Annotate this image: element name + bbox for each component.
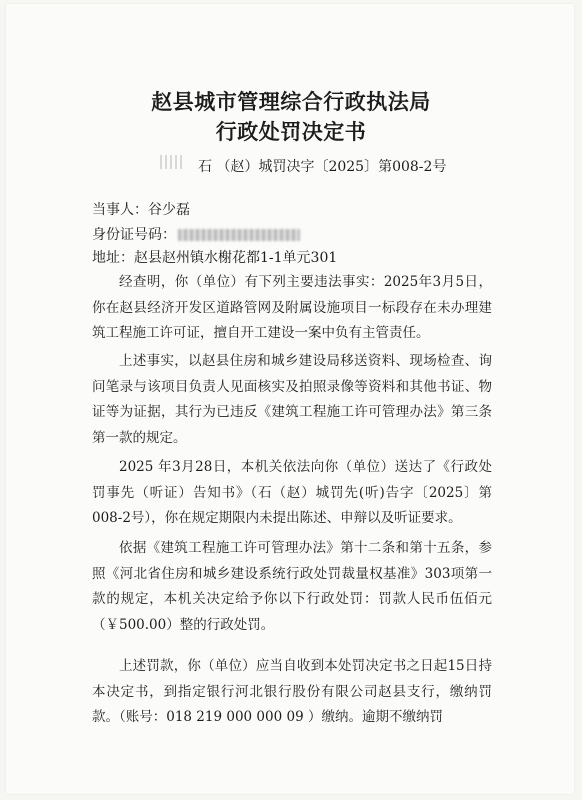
party-address: 地址：赵县赵州镇水榭花都1-1单元301: [92, 250, 338, 266]
id-number-label: 身份证号码：: [92, 227, 176, 243]
agency-title: 赵县城市管理综合行政执法局: [151, 90, 431, 114]
paragraph-notice: 2025 年3月28日，本机关依法向你（单位）送达了《行政处罚事先（听证）告知书》（石（赵）城罚先(听)告字〔2025〕第008-2号），你在规定期限内未提出陈述、申辩以及听证要求。: [92, 459, 492, 526]
document-number: 石 （赵）城罚决字〔2025〕第008-2号: [198, 159, 447, 175]
paragraph-facts: 经查明，你（单位）有下列主要违法事实：2025年3月5日，你在赵县经济开发区道路管网及附属设施项目一标段存在未办理建筑工程施工许可证，擅自开工建设一案中负有主管责任。: [92, 274, 492, 341]
faint-mark: [160, 155, 182, 169]
paragraph-decision: 依据《建筑工程施工许可管理办法》第十二条和第十五条，参照《河北省住房和城乡建设系统行政处罚裁量权基准》303项第一款的规定，本机关决定给予你以下行政处罚：罚款人民币伍佰元（￥500.00）整的行政处罚。: [92, 540, 492, 633]
redacted-id-number: [178, 229, 300, 241]
paragraph-evidence: 上述事实，以赵县住房和城乡建设局移送资料、现场检查、询问笔录与该项目负责人见面核实及拍照录像等资料和其他书证、物证等为证据，其行为已违反《建筑工程施工许可管理办法》第三条第一款的规定。: [92, 353, 492, 446]
document-title: 行政处罚决定书: [215, 120, 367, 144]
paragraph-payment: 上述罚款，你（单位）应当自收到本处罚决定书之日起15日持本决定书，到指定银行河北银行股份有限公司赵县支行，缴纳罚款。（账号：018 219 000 000 09 ）缴纳。逾期不缴纳罚: [92, 658, 492, 725]
id-number-row: [92, 224, 300, 244]
party-name: 当事人：谷少磊: [92, 202, 190, 218]
